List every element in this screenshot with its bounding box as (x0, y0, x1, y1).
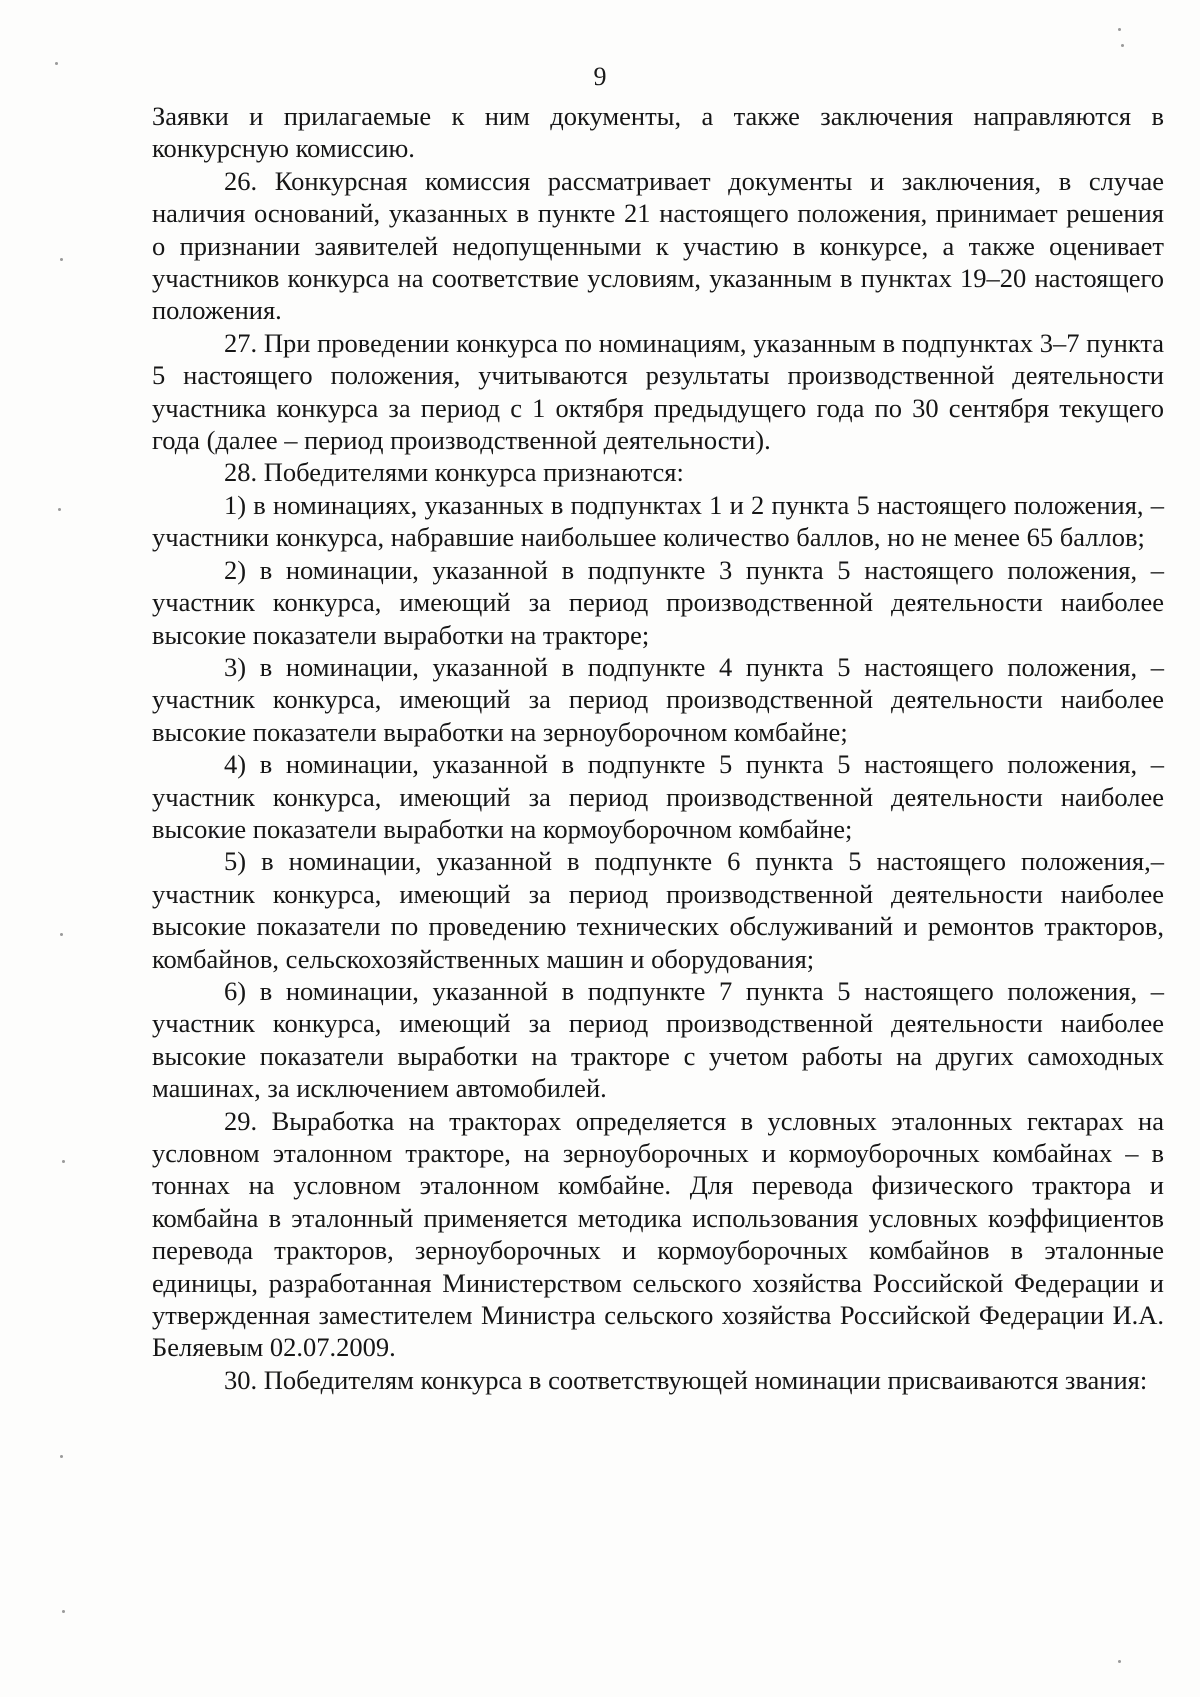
scan-speck (60, 1455, 63, 1458)
scan-speck (1121, 44, 1124, 47)
scan-speck (58, 508, 61, 511)
scan-speck (62, 1160, 65, 1163)
document-body (152, 100, 1164, 1396)
paragraph-continuation: Заявки и прилагаемые к ним документы, а также заключения направляются в конкурсную комиссию. (152, 101, 1164, 164)
paragraph-26: 26. Конкурсная комиссия рассматривает документы и заключения, в случае наличия оснований, указанных в пункте 21 настоящего положения, принимает решения о признании заявителей недопущенными к участию в конкурсе, а также оценивает участников конкурса на соответствие условиям, указанным в пунктах 19–20 настоящего положения. (152, 165, 1164, 326)
scan-speck (1118, 28, 1121, 31)
paragraph-27: 27. При проведении конкурса по номинациям, указанным в подпунктах 3–7 пункта 5 настоящего положения, учитываются результаты производственной деятельности участника конкурса за период с 1 октября предыдущего года по 30 сентября текущего года (далее – период производственной деятельности). (152, 327, 1164, 456)
paragraph-29: 29. Выработка на тракторах определяется в условных эталонных гектарах на условном эталонном тракторе, на зерноуборочных и кормоуборочных комбайнах – в тоннах на условном эталонном комбайне. Для перевода физического трактора и комбайна в эталонный применяется методика использования условных коэффициентов перевода тракторов, зерноуборочных и кормоуборочных комбайнов в эталонные единицы, разработанная Министерством сельского хозяйства Российской Федерации и утвержденная заместителем Министра сельского хозяйства Российской Федерации И.А. Беляевым 02.07.2009. (152, 1105, 1164, 1363)
scan-speck (60, 933, 63, 936)
list-item-28-5: 5) в номинации, указанной в подпункте 6 пункта 5 настоящего положения,– участник конкурса, имеющий за период производственной деятельности наиболее высокие показатели по проведению технических обслуживаний и ремонтов тракторов, комбайнов, сельскохозяйственных машин и оборудования; (152, 846, 1164, 974)
scan-speck (55, 62, 58, 65)
list-item-28-3: 3) в номинации, указанной в подпункте 4 пункта 5 настоящего положения, – участник конкурса, имеющий за период производственной деятельности наиболее высокие показатели выработки на зерноуборочном комбайне; (152, 651, 1164, 747)
paragraph-30: 30. Победителям конкурса в соответствующей номинации присваиваются звания: (224, 1364, 1148, 1395)
list-item-28-2: 2) в номинации, указанной в подпункте 3 пункта 5 настоящего положения, – участник конкурса, имеющий за период производственной деятельности наиболее высокие показатели выработки на тракторе; (152, 554, 1164, 650)
scan-speck (60, 258, 63, 261)
list-item-28-4: 4) в номинации, указанной в подпункте 5 пункта 5 настоящего положения, – участник конкурса, имеющий за период производственной деятельности наиболее высокие показатели выработки на кормоуборочном комбайне; (152, 749, 1164, 844)
scan-speck (1118, 1660, 1121, 1663)
list-item-28-1: 1) в номинациях, указанных в подпунктах 1 и 2 пункта 5 настоящего положения, – участники конкурса, набравшие наибольшее количество баллов, но не менее 65 баллов; (152, 489, 1164, 553)
page-number: 9 (593, 62, 607, 91)
scan-speck (62, 1610, 65, 1613)
paragraph-28: 28. Победителями конкурса признаются: (224, 457, 684, 488)
list-item-28-6: 6) в номинации, указанной в подпункте 7 пункта 5 настоящего положения, – участник конкурса, имеющий за период производственной деятельности наиболее высокие показатели выработки на тракторе с учетом работы на других самоходных машинах, за исключением автомобилей. (152, 975, 1164, 1104)
